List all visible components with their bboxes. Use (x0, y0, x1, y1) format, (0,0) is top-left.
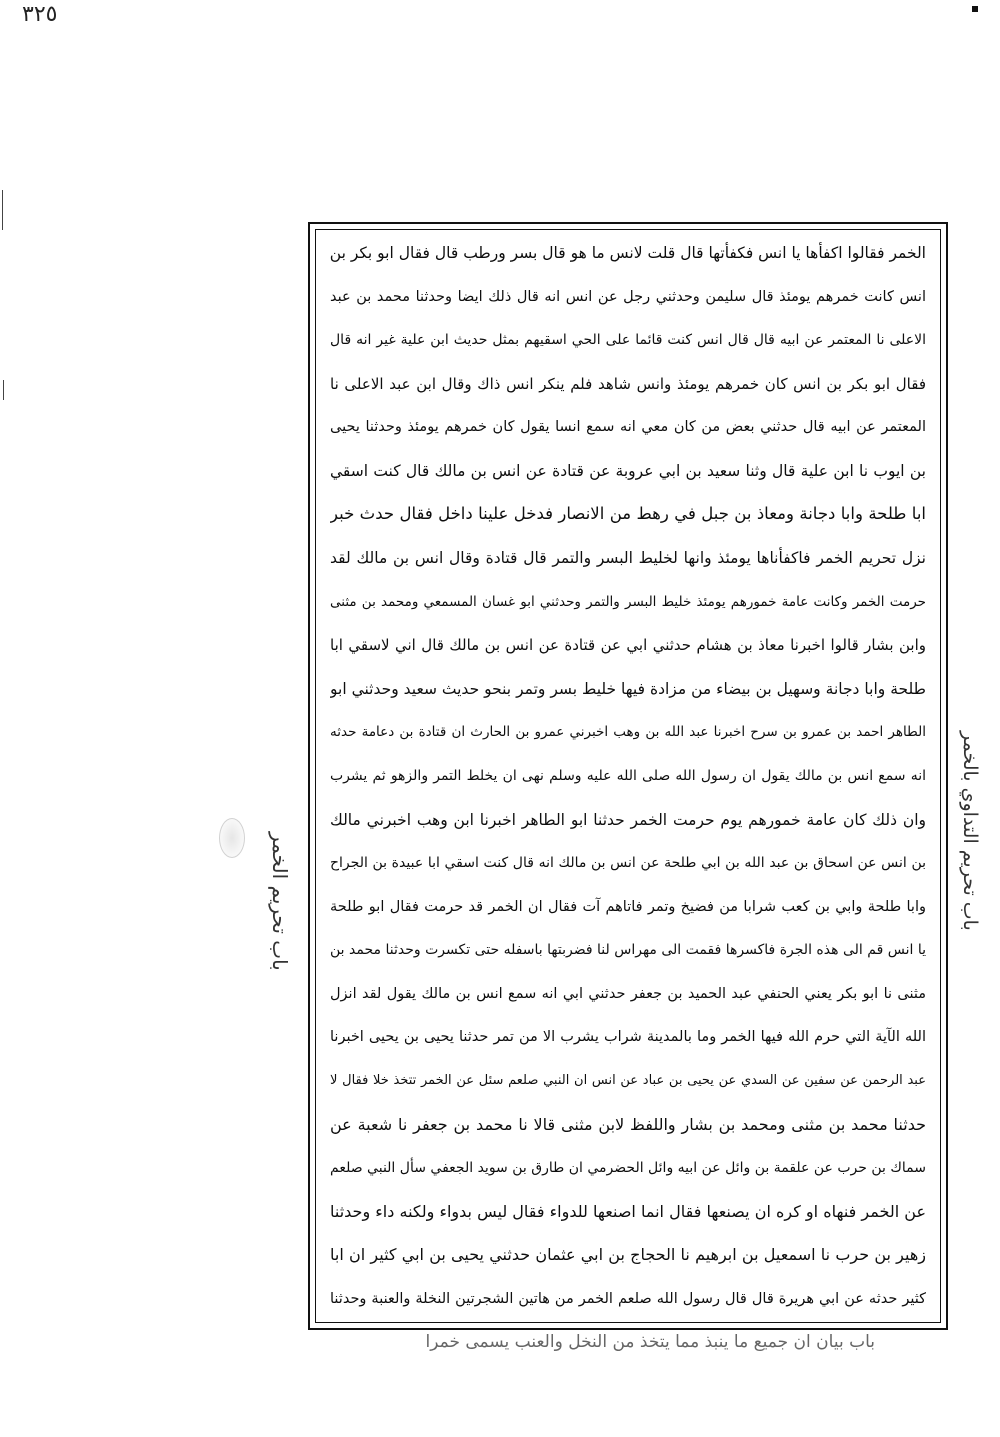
margin-rule-top (2, 190, 3, 230)
punch-hole (219, 818, 245, 858)
manuscript-line: يا انس قم الى هذه الجرة فاكسرها فقمت الى مهراس لنا فضربتها باسفله حتى تكسرت وحدثنا محمد بن (330, 942, 926, 959)
manuscript-line: انه سمع انس بن مالك يقول ان رسول الله صلى الله عليه وسلم نهى ان يخلط التمر والزهو ثم يشرب (330, 767, 926, 784)
margin-rule-mid (3, 380, 4, 400)
manuscript-line: وابا طلحة وابي بن كعب شرابا من فضيخ وتمر فاتاهم آت فقال ان الخمر قد حرمت فقال ابو طلحة (330, 898, 926, 915)
manuscript-line: الله الآية التي حرم الله فيها الخمر وما بالمدينة شراب يشرب الا من تمر حدثنا يحيى بن يحيى اخبرنا (330, 1029, 926, 1046)
manuscript-line: الاعلى نا المعتمر عن ابيه قال قال انس كنت قائما على الحي اسقيهم بمثل حديث ابن علية غير انه قال (330, 332, 926, 349)
manuscript-text-block (330, 238, 926, 1314)
manuscript-line: حدثنا محمد بن مثنى ومحمد بن بشار واللفظ لابن مثنى قالا نا محمد بن جعفر نا شعبة عن (330, 1114, 926, 1134)
manuscript-line: الخمر فقالوا اكفأها يا انس فكفأتها قال قلت لانس ما هو قال بسر ورطب قال فقال ابو بكر بن (330, 244, 926, 262)
text-frame (308, 222, 948, 1330)
manuscript-line: حرمت الخمر وكانت عامة خمورهم يومئذ خليط البسر والتمر وحدثني ابو غسان المسمعي ومحمد بن مثنى (330, 593, 926, 610)
manuscript-line: فقال ابو بكر بن انس كان خمرهم يومئذ وانس شاهد فلم ينكر انس ذاك وقال ابن عبد الاعلى نا (330, 374, 926, 393)
manuscript-line: بن انس عن اسحاق بن عبد الله بن ابي طلحة عن انس بن مالك انه قال كنت اسقي ابا عبيدة بن الجراح (330, 855, 926, 872)
text-frame-inner (315, 229, 941, 1323)
manuscript-line: زهير بن حرب نا اسمعيل بن ابرهيم نا الحجاج بن ابي عثمان حدثني يحيى بن ابي كثير ان ابا (330, 1245, 926, 1265)
manuscript-line: عبد الرحمن عن سفين عن السدي عن يحيى بن عباد عن انس ان النبي صلعم سئل عن الخمر تتخذ خلا فقال لا (330, 1072, 926, 1088)
manuscript-line: كثير حدثه عن ابي هريرة قال قال رسول الله صلعم الخمر من هاتين الشجرتين النخلة والعنبة وحدثنا (330, 1290, 926, 1307)
margin-heading-left: باب تحريم الخمر (268, 832, 292, 971)
manuscript-line: بن ايوب نا ابن علية قال وثنا سعيد بن ابي عروبة عن قتادة عن انس بن مالك قال كنت اسقي (330, 461, 926, 480)
manuscript-line: عن الخمر فنهاه او كره ان يصنعها فقال انما اصنعها للدواء فقال ليس بدواء ولكنه داء وحدثنا (330, 1201, 926, 1221)
margin-heading-right: باب تحريم التداوي بالخمر (959, 731, 981, 931)
corner-mark (972, 6, 978, 12)
manuscript-line: وابن بشار قالوا اخبرنا معاذ بن هشام حدثني ابي عن قتادة عن انس بن مالك قال اني لاسقي ابا (330, 636, 926, 655)
manuscript-line: وان ذلك كان عامة خمورهم يوم حرمت الخمر حدثنا ابو الطاهر اخبرنا ابن وهب اخبرني مالك (330, 810, 926, 829)
page-number: ٣٢٥ (22, 2, 58, 27)
manuscript-line: طلحة وابا دجانة وسهيل بن بيضاء من مزادة فيها خليط بسر وتمر بنحو حديث سعيد وحدثني ابو (330, 679, 926, 698)
manuscript-line: سماك بن حرب عن علقمة بن وائل عن ابيه وائل الحضرمي ان طارق بن سويد الجعفي سأل النبي صلعم (330, 1160, 926, 1177)
manuscript-line: انس كانت خمرهم يومئذ قال سليمن وحدثني رجل عن انس انه قال ذلك ايضا وحدثنا محمد بن عبد (330, 288, 926, 305)
manuscript-line: نزل تحريم الخمر فاكفأناها يومئذ وانها لخليط البسر والتمر قال قتادة وقال انس بن مالك لقد (330, 549, 926, 568)
manuscript-line: المعتمر عن ابيه قال حدثني بعض من كان معي انه سمع انسا يقول كان خمرهم يومئذ وحدثنا يحيى (330, 419, 926, 436)
manuscript-line: الطاهر احمد بن عمرو بن سرح اخبرنا عبد الله بن وهب اخبرني عمرو بن الحارث ان قتادة بن دعامة حدثه (330, 724, 926, 741)
manuscript-line: ابا طلحة وابا دجانة ومعاذ بن جبل في رهط من الانصار فدخل علينا داخل فقال حدث خبر (330, 504, 926, 524)
chapter-heading-bottom: باب بيان ان جميع ما ينبذ مما يتخذ من النخل والعنب يسمى خمرا (425, 1332, 875, 1352)
manuscript-line: مثنى نا ابو بكر يعني الحنفي عبد الحميد بن جعفر حدثني ابي انه سمع انس بن مالك يقول لقد انزل (330, 985, 926, 1002)
